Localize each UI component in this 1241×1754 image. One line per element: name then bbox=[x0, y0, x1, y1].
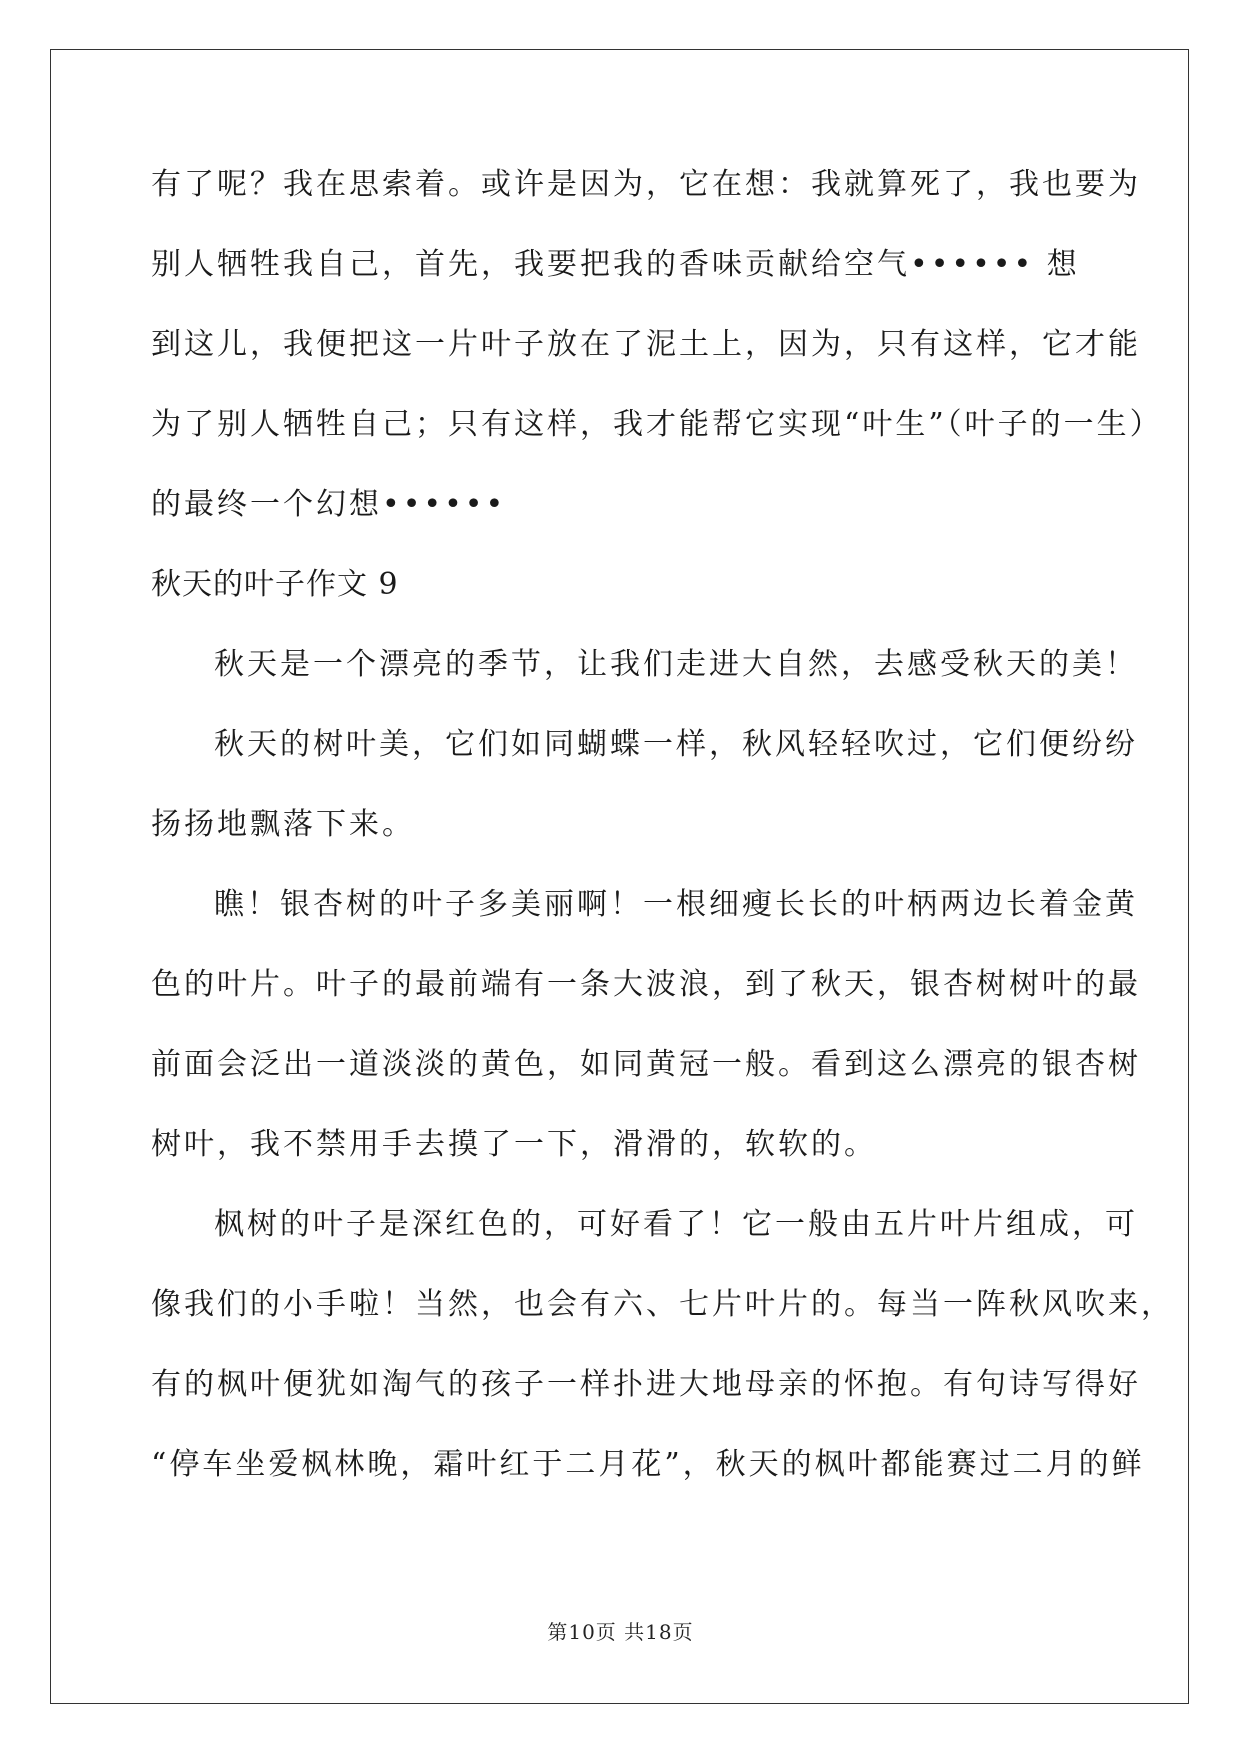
text-line: 别人牺牲我自己，首先，我要把我的香味贡献给空气•••••• 想 bbox=[151, 247, 1080, 282]
page-number-footer: 第10页 共18页 bbox=[547, 1620, 694, 1644]
paragraph-start-line: 秋天是一个漂亮的季节，让我们走进大自然，去感受秋天的美！ bbox=[214, 647, 1138, 682]
text-line: 有了呢？我在思索着。或许是因为，它在想：我就算死了，我也要为 bbox=[151, 167, 1141, 202]
paragraph-start-line: 秋天的树叶美，它们如同蝴蝶一样，秋风轻轻吹过，它们便纷纷 bbox=[214, 727, 1138, 762]
text-line: 为了别人牺牲自己；只有这样，我才能帮它实现“叶生”（叶子的一生） bbox=[151, 407, 1163, 442]
text-line: 扬扬地飘落下来。 bbox=[151, 807, 415, 842]
text-line: 前面会泛出一道淡淡的黄色，如同黄冠一般。看到这么漂亮的银杏树 bbox=[151, 1047, 1141, 1082]
text-line: 的最终一个幻想•••••• bbox=[151, 487, 507, 522]
text-line: 树叶，我不禁用手去摸了一下，滑滑的，软软的。 bbox=[151, 1127, 877, 1162]
section-heading: 秋天的叶子作文 9 bbox=[151, 567, 399, 602]
paragraph-start-line: 瞧！银杏树的叶子多美丽啊！一根细瘦长长的叶柄两边长着金黄 bbox=[214, 887, 1138, 922]
document-body bbox=[151, 161, 1174, 1521]
text-line: “停车坐爱枫林晚，霜叶红于二月花”，秋天的枫叶都能赛过二月的鲜 bbox=[151, 1447, 1145, 1482]
text-line: 像我们的小手啦！当然，也会有六、七片叶片的。每当一阵秋风吹来， bbox=[151, 1287, 1174, 1322]
text-line: 色的叶片。叶子的最前端有一条大波浪，到了秋天，银杏树树叶的最 bbox=[151, 967, 1141, 1002]
paragraph-start-line: 枫树的叶子是深红色的，可好看了！它一般由五片叶片组成，可 bbox=[214, 1207, 1138, 1242]
text-line: 有的枫叶便犹如淘气的孩子一样扑进大地母亲的怀抱。有句诗写得好 bbox=[151, 1367, 1141, 1402]
text-line: 到这儿，我便把这一片叶子放在了泥土上，因为，只有这样，它才能 bbox=[151, 327, 1141, 362]
